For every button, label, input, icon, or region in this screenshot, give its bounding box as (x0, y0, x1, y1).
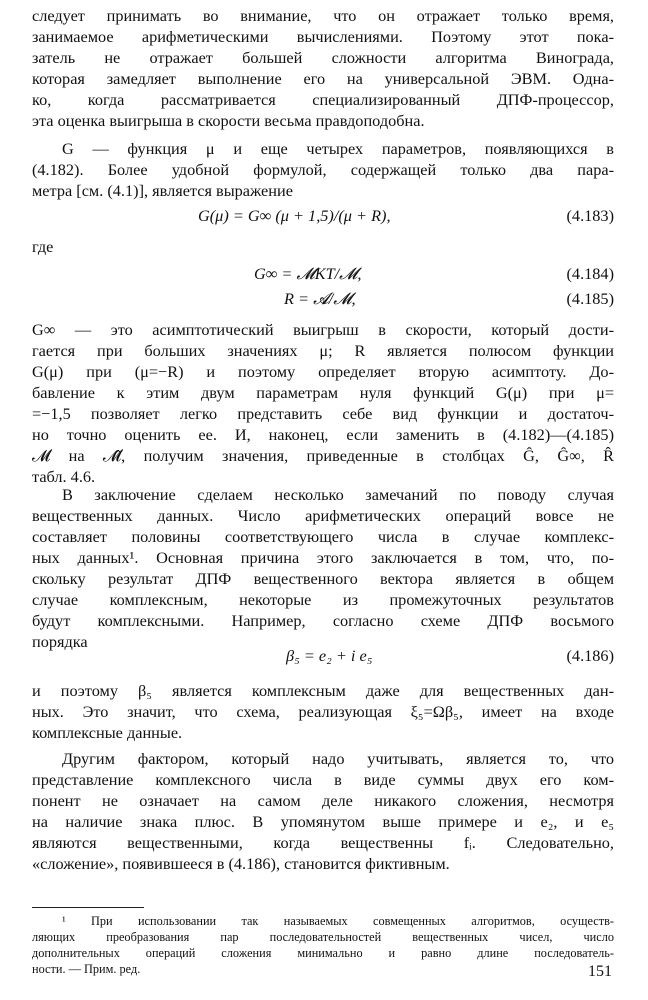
text-line: являются вещественными, когда вещественны fᵢ. Следовательно, (32, 833, 614, 852)
equation-4-185: R = 𝓐/𝓜, (284, 289, 356, 308)
footnote-line: ности. — Прим. ред. (32, 962, 141, 976)
text-line: которая замедляет выполнение его на универсальной ЭВМ. Одна- (32, 69, 614, 88)
equation-4-184: G∞ = 𝓜KT/𝓜, (254, 264, 362, 283)
text-line: занимаемое арифметическими вычислениями. Поэтому этот пока- (32, 27, 614, 46)
paragraph-first-line: В заключение сделаем несколько замечаний по поводу случая (62, 485, 614, 504)
footnote-line: ¹ При использовании так называемых совмещенных алгоритмов, осуществ- (62, 914, 614, 928)
text-line: гается при больших значениях μ; R является полюсом функции (32, 341, 614, 360)
text-line: бавление к этим двум параметрам нуля функций G(μ) при μ= (32, 383, 614, 402)
text-line: ко, когда рассматривается специализированный ДПФ-процессор, (32, 90, 614, 109)
equation-4-183: G(μ) = G∞ (μ + 1,5)/(μ + R), (198, 206, 391, 225)
text-line: G(μ) при (μ=−R) и поэтому определяет вторую асимптоту. До- (32, 362, 614, 381)
equation-number: (4.183) (566, 206, 614, 225)
text-line: вещественных данных. Число арифметических операций вовсе не (32, 506, 614, 525)
text-line: будут комплексными. Например, согласно схеме ДПФ восьмого (32, 611, 614, 630)
where-label: где (32, 237, 54, 256)
text-line: ных данных¹. Основная причина этого заключается в том, что, по- (32, 548, 614, 567)
text-line: следует принимать во внимание, что он отражает только время, (32, 6, 614, 25)
text-line: «сложение», появившееся в (4.186), становится фиктивным. (32, 854, 450, 873)
text-line: G∞ — это асимптотический выигрыш в скорости, который дости- (32, 320, 614, 339)
text-line: представление комплексного числа в виде суммы двух его ком- (32, 770, 614, 789)
text-line: табл. 4.6. (32, 467, 96, 486)
text-line: метра [см. (4.1)], является выражение (32, 181, 293, 200)
text-line: затель не отражает большей сложности алгоритма Винограда, (32, 48, 614, 67)
text-line: скольку результат ДПФ вещественного вектора является в общем (32, 569, 614, 588)
text-line: комплексные данные. (32, 723, 183, 742)
text-line: но точно оценить ее. И, наконец, если заменить в (4.182)—(4.185) (32, 425, 614, 444)
equation-number: (4.186) (566, 646, 614, 665)
paragraph-first-line: G — функция μ и еще четырех параметров, появляющихся в (62, 139, 614, 158)
text-line: составляет половины соответствующего числа в случае комплекс- (32, 527, 614, 546)
footnote-separator (32, 907, 144, 908)
text-line: и поэтому β₅ является комплексным даже для вещественных дан- (32, 681, 614, 700)
text-line: (4.182). Более удобной формулой, содержащей только два пара- (32, 160, 614, 179)
text-line: случае комплексным, некоторые из промежуточных результатов (32, 590, 614, 609)
text-line: на наличие знака плюс. В упомянутом выше примере и e₂, и e₅ (32, 812, 614, 831)
text-line: ных. Это значит, что схема, реализующая ξ₅=Ωβ₅, имеет на входе (32, 702, 614, 721)
footnote-line: ляющих преобразования пар последовательностей вещественных чисел, число (32, 930, 614, 944)
text-line: 𝓜 на 𝓜̂, получим значения, приведенные в столбцах Ĝ, Ĝ∞, R̂ (32, 446, 614, 465)
text-line: =−1,5 позволяет легко представить себе вид функции и достаточ- (32, 404, 614, 423)
text-line: порядка (32, 632, 88, 651)
footnote-line: дополнительных операций сложения минимально и равно длине последователь- (32, 946, 614, 960)
page-number: 151 (588, 963, 612, 980)
equation-number: (4.184) (566, 264, 614, 283)
equation-number: (4.185) (566, 289, 614, 308)
text-line: понент не означает на самом деле никакого сложения, несмотря (32, 791, 614, 810)
paragraph-first-line: Другим фактором, который надо учитывать, является то, что (62, 749, 614, 768)
equation-4-186: β₅ = e₂ + i e₅ (286, 646, 373, 665)
text-line: эта оценка выигрыша в скорости весьма правдоподобна. (32, 111, 425, 130)
